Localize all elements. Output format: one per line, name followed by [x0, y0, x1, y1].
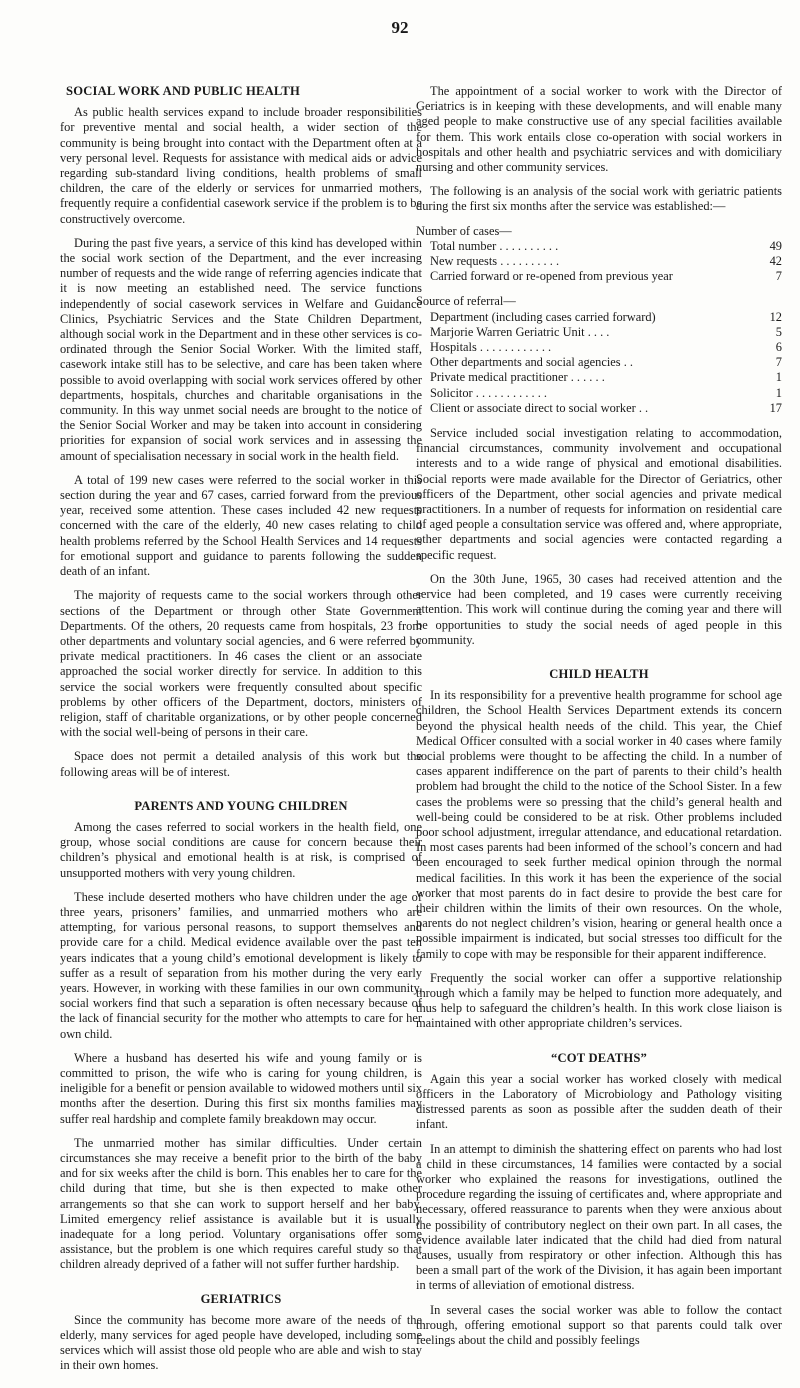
analysis-label: Solicitor . . . . . . . . . . . .: [430, 385, 548, 400]
analysis-value: 5: [775, 324, 782, 339]
section-heading-child-health: CHILD HEALTH: [549, 666, 649, 681]
analysis-value: 6: [775, 340, 782, 355]
paragraph: The unmarried mother has similar difficulties. Under certain circumstances she may receive a benefit prior to the birth of the baby and for six weeks after the child is born. This enables her to care for the child during that time, but she is then expected to make other arrangements so that she can work to support herself and her baby. Limited emergency relief assistance is available but it is usually inadequate for a long period. Voluntary organisations offer some assistance, but the problem is one which requires careful study so that children already deprived of a father will not suffer further hardship.: [60, 1135, 422, 1272]
paragraph: The majority of requests came to the social workers through other sections of the Department or through other State Government Departments. Of the others, 20 requests came from hospitals, 23 from other departments and voluntary social agencies, and 6 were referred by private medical practitioners. In 46 cases the client or an associate approached the social worker directly for service. In addition to this service the social workers were frequently consulted about specific problems by other officers of the Department, doctors, ministers of religion, staff of charitable organizations, or by other people concerned with the social well-being of persons in their care.: [60, 588, 422, 740]
analysis-label: Total number . . . . . . . . . .: [430, 238, 559, 253]
analysis-row: [416, 401, 782, 416]
analysis-row: [416, 310, 782, 325]
analysis-label: New requests . . . . . . . . . .: [430, 254, 560, 269]
paragraph: On the 30th June, 1965, 30 cases had received attention and the service had been completed, and 19 cases were currently receiving attention. This work will continue during the coming year and there will be opportunities to study the social needs of aged people in this community.: [416, 571, 782, 647]
geriatric-analysis-table: [416, 224, 782, 416]
paragraph: Service included social investigation relating to accommodation, financial circumstances, community involvement and occupational interests and to a wide range of physical and emotional disabilities. Social reports were made available for the Director of Geriatrics, other officers of the Department, other social agencies and private medical practitioners. In a number of requests for information on residential care of aged people a consultation service was offered and, where appropriate, other departments and social agencies were contacted regarding a specific request.: [416, 426, 782, 562]
analysis-label: Private medical practitioner . . . . . .: [430, 370, 605, 385]
paragraph: In an attempt to diminish the shattering effect on parents who had lost a child in these circumstances, 14 families were contacted by a social worker who explained the reasons for investigations, outlined the procedure regarding the issuing of certificates and, where appropriate and necessary, offered reassurance to parents when they were anxious about the possibility of contributory neglect on their own part. In all cases, the evidence available later indicated that the child had died from natural causes, usually from respiratory or other infection. Although this has been a small part of the work of the Division, it has again been important in terms of alleviation of emotional distress.: [416, 1141, 782, 1293]
analysis-group-title: Source of referral—: [416, 294, 516, 309]
paragraph: In several cases the social worker was able to follow the contact through, offering emotional support so that parents could talk over feelings about the child and possibly feelings: [416, 1302, 782, 1348]
analysis-label: Department (including cases carried forward): [430, 309, 656, 324]
paragraph: Again this year a social worker has worked closely with medical officers in the Laboratory of Microbiology and Pathology visiting distressed parents as soon as possible after the sudden death of their infant.: [416, 1071, 782, 1132]
section-heading-geriatrics: GERIATRICS: [200, 1291, 282, 1306]
section-heading-parents: PARENTS AND YOUNG CHILDREN: [134, 798, 348, 813]
analysis-value: 7: [775, 355, 782, 370]
analysis-row: [416, 370, 782, 385]
paragraph: Where a husband has deserted his wife and young family or is committed to prison, the wife who is caring for young children, is ineligible for a benefit or pension available to widowed mothers until six months after the desertion. During this first six months families may suffer real hardship and complete family breakdown may occur.: [60, 1050, 422, 1126]
paragraph: Since the community has become more aware of the needs of the elderly, many services for aged people have developed, including some services which will assist those old people who are able and wish to stay in their own homes.: [60, 1312, 422, 1373]
page-number: 92: [391, 18, 409, 37]
paragraph: A total of 199 new cases were referred to the social worker in this section during the year and 67 cases, carried forward from the previous year, received some attention. These cases included 42 new requests concerned with the care of the elderly, 40 new cases relating to child health problems referred by the School Health Services and 14 requests for emotional support and guidance to parents following the sudden death of an infant.: [60, 472, 422, 579]
analysis-row: [416, 269, 782, 284]
analysis-label: Hospitals . . . . . . . . . . . .: [430, 340, 552, 355]
analysis-value: 49: [769, 238, 782, 253]
paragraph: The appointment of a social worker to work with the Director of Geriatrics is in keeping with these developments, and will enable many aged people to make constructive use of any special facilities available for them. This work entails close co-operation with social workers in hospitals and other health and psychiatric services and with domiciliary nursing and other community services.: [416, 84, 782, 175]
analysis-group-title: Number of cases—: [416, 223, 512, 238]
paragraph: The following is an analysis of the social work with geriatric patients during the first six months after the service was established:—: [416, 184, 782, 214]
left-column: [60, 84, 422, 1383]
analysis-row: [416, 340, 782, 355]
analysis-value: 42: [769, 254, 782, 269]
section-heading-social-work: SOCIAL WORK AND PUBLIC HEALTH: [66, 84, 300, 98]
paragraph: In its responsibility for a preventive health programme for school age children, the School Health Services Department extends its concern beyond the physical health needs of the child. This year, the Chief Medical Officer consulted with a social worker in 40 cases where family social problems were thought to be affecting the child. In a number of cases apparent indifference on the part of parents to their child’s health problem had brought the child to the notice of the School Sister. In a few cases the problems were so pressing that the child’s general health and well-being could be considered to be at risk. Other problems included poor school adjustment, irregular attendance, and educational retardation. In most cases parents had been informed of the school’s concern and had been encouraged to seek further medical opinion through the normal medical facilities. In this work it has been the experience of the social worker that most parents do in fact desire to provide the best care for their children within the limits of their own resources. On the whole, parents do not neglect children’s vision, hearing or general health once a possible impairment is indicated, but social stresses too difficult for the family to cope with may be responsible for their apparent indifference.: [416, 688, 782, 961]
analysis-value: 7: [775, 269, 782, 284]
paragraph: Space does not permit a detailed analysis of this work but the following areas will be of interest.: [60, 749, 422, 779]
paragraph: As public health services expand to include broader responsibilities for preventive mental and social health, a wider section of the community is being brought into contact with the Department often at a very personal level. Requests for assistance with medical aids or advice regarding sub-standard living conditions, health problems of small children, the care of the elderly or services for unmarried mothers, frequently require a confidential casework service if the problem is to be constructively overcome.: [60, 105, 422, 226]
analysis-label: Carried forward or re-opened from previous year: [430, 269, 673, 284]
analysis-row: [416, 239, 782, 254]
analysis-row: [416, 325, 782, 340]
paragraph: During the past five years, a service of this kind has developed within the social work section of the Department, and the ever increasing number of requests and the wide range of referring agencies indicate that it is now meeting an established need. The service functions independently of social casework services in Welfare and Guidance Clinics, Psychiatric Services and the State Children Department, although social work in the Department and in these other services is co-ordinated through the Senior Social Worker. With the limited staff, casework intake still has to be selective, and care has been taken where possible to avoid overlapping with social work services offered by other departments, hospitals, churches and charitable organisations in the community. In this way unmet social needs are brought to the notice of the Senior Social Worker and may be taken into account in considering priorities for expansion of social work services and in assessing the amount of specialisation necessary in social work in the health field.: [60, 235, 422, 463]
section-heading-cot-deaths: “COT DEATHS”: [550, 1050, 648, 1065]
analysis-value: 1: [775, 385, 782, 400]
analysis-label: Marjorie Warren Geriatric Unit . . . .: [430, 324, 610, 339]
analysis-label: Other departments and social agencies . .: [430, 355, 633, 370]
paragraph: Among the cases referred to social workers in the health field, one group, whose social conditions are cause for concern because their children’s physical and emotional health is at risk, is comprised of unsupported mothers with very young children.: [60, 819, 422, 880]
analysis-row: [416, 254, 782, 269]
right-column: [416, 84, 782, 1357]
analysis-label: Client or associate direct to social worker . .: [430, 400, 649, 415]
paragraph: Frequently the social worker can offer a supportive relationship through which a family may be helped to function more adequately, and thus help to safeguard the children’s health. In this work close liaison is maintained with other appropriate children’s services.: [416, 970, 782, 1031]
analysis-row: [416, 386, 782, 401]
analysis-row: [416, 355, 782, 370]
analysis-value: 12: [769, 309, 782, 324]
analysis-value: 1: [775, 370, 782, 385]
paragraph: These include deserted mothers who have children under the age of three years, prisoners’ families, and unmarried mothers who are attempting, for various personal reasons, to support themselves and provide care for a child. Medical evidence available over the past ten years indicates that a young child’s emotional development is likely to suffer as a result of separation from his mother during the very early years. However, in working with these families in our own community, social workers find that such a separation is often necessary because of the lack of financial security for the mother who attempts to care for her own child.: [60, 889, 422, 1041]
analysis-value: 17: [769, 400, 782, 415]
